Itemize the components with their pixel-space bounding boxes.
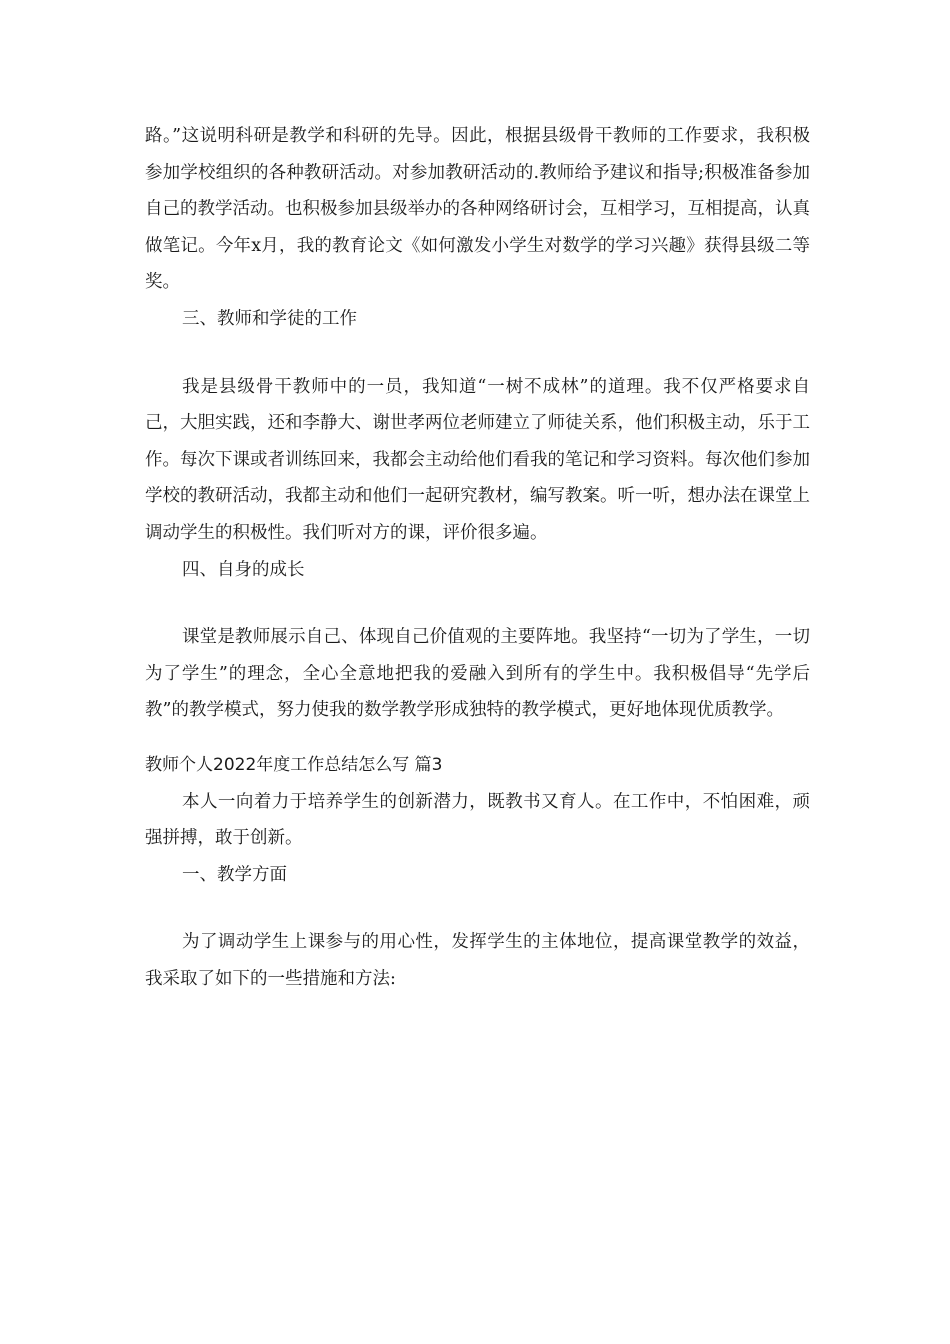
paragraph-research: 路。”这说明科研是教学和科研的先导。因此，根据县级骨干教师的工作要求，我积极参加学校组织的各种教研活动。对参加教研活动的.教师给予建议和指导;积极准备参加自己的教学活动。也积极参加县级举办的各种网络研讨会，互相学习，互相提高，认真做笔记。今年x月，我的教育论文《如何激发小学生对数学的学习兴趣》获得县级二等奖。 — [145, 126, 810, 293]
document-page — [145, 118, 810, 997]
section-heading-growth: 四、自身的成长 — [182, 559, 305, 580]
section-heading-teaching: 一、教学方面 — [182, 864, 287, 885]
document-title: 教师个人2022年度工作总结怎么写 篇3 — [145, 754, 443, 775]
paragraph-intro: 本人一向着力于培养学生的创新潜力，既教书又育人。在工作中，不怕困难，顽强拼搏，敢于创新。 — [145, 791, 810, 849]
paragraph-growth: 课堂是教师展示自己、体现自己价值观的主要阵地。我坚持“一切为了学生，一切为了学生”的理念，全心全意地把我的爱融入到所有的学生中。我积极倡导“先学后教”的教学模式，努力使我的数学教学形成独特的教学模式，更好地体现优质教学。 — [145, 627, 810, 721]
paragraph-mentoring: 我是县级骨干教师中的一员，我知道“一树不成林”的道理。我不仅严格要求自己，大胆实践，还和李静大、谢世孝两位老师建立了师徒关系，他们积极主动，乐于工作。每次下课或者训练回来，我都会主动给他们看我的笔记和学习资料。每次他们参加学校的教研活动，我都主动和他们一起研究教材，编写教案。听一听，想办法在课堂上调动学生的积极性。我们听对方的课，评价很多遍。 — [145, 376, 810, 543]
section-heading-mentoring: 三、教师和学徒的工作 — [182, 308, 357, 329]
paragraph-teaching-methods: 为了调动学生上课参与的用心性，发挥学生的主体地位，提高课堂教学的效益，我采取了如下的一些措施和方法: — [145, 932, 810, 989]
